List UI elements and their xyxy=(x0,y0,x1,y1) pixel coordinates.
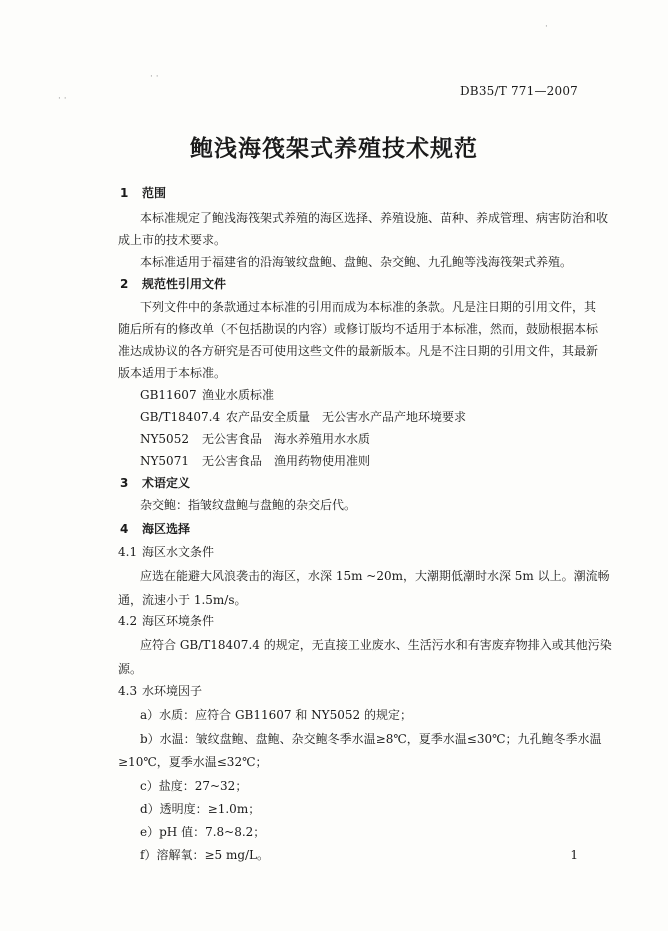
document-title: 鲍浅海筏架式养殖技术规范 xyxy=(190,136,478,162)
list-item: f）溶解氧：≥5 mg/L。 xyxy=(140,848,270,862)
paragraph-line: 通，流速小于 1.5m/s。 xyxy=(118,593,247,607)
list-item: d）透明度：≥1.0m； xyxy=(140,802,261,816)
paragraph-line: 源。 xyxy=(118,662,143,676)
section-4-heading: 4 海区选择 xyxy=(120,522,191,536)
scan-speck: · · xyxy=(58,94,67,104)
reference-item: GB11607 渔业水质标准 xyxy=(140,388,275,402)
reference-item: NY5071 无公害食品 渔用药物使用准则 xyxy=(140,454,371,468)
subsection-4-1-heading: 4.1 海区水文条件 xyxy=(118,545,215,559)
paragraph-line: 本标准适用于福建省的沿海皱纹盘鲍、盘鲍、杂交鲍、九孔鲍等浅海筏架式养殖。 xyxy=(140,255,573,269)
list-item: ≥10℃，夏季水温≤32℃； xyxy=(118,755,268,769)
list-item: e）pH 值：7.8~8.2； xyxy=(140,825,266,839)
paragraph-line: 下列文件中的条款通过本标准的引用而成为本标准的条款。凡是注日期的引用文件，其 xyxy=(140,300,597,314)
document-code: DB35/T 771—2007 xyxy=(459,84,578,98)
paragraph-line: 杂交鲍：指皱纹盘鲍与盘鲍的杂交后代。 xyxy=(140,498,357,512)
reference-item: GB/T18407.4 农产品安全质量 无公害水产品产地环境要求 xyxy=(140,410,467,424)
list-item: b）水温：皱纹盘鲍、盘鲍、杂交鲍冬季水温≥8℃，夏季水温≤30℃；九孔鲍冬季水温 xyxy=(140,732,602,746)
reference-item: NY5052 无公害食品 海水养殖用水水质 xyxy=(140,432,371,446)
paragraph-line: 随后所有的修改单（不包括勘误的内容）或修订版均不适用于本标准，然而，鼓励根据本标 xyxy=(118,322,599,336)
scan-speck: · · xyxy=(150,72,159,82)
page-number: 1 xyxy=(570,848,578,862)
paragraph-line: 版本适用于本标准。 xyxy=(118,366,227,380)
paragraph-line: 应选在能避大风浪袭击的海区，水深 15m ~20m，大潮期低潮时水深 5m 以上。潮流畅 xyxy=(140,569,610,583)
section-3-heading: 3 术语定义 xyxy=(120,476,191,490)
section-1-heading: 1 范围 xyxy=(120,186,167,200)
paragraph-line: 应符合 GB/T18407.4 的规定，无直接工业废水、生活污水和有害废弃物排入或其他污染 xyxy=(140,638,612,652)
list-item: a）水质：应符合 GB11607 和 NY5052 的规定； xyxy=(140,708,412,722)
scan-speck: · xyxy=(545,22,548,32)
paragraph-line: 准达成协议的各方研究是否可使用这些文件的最新版本。凡是不注日期的引用文件，其最新 xyxy=(118,344,599,358)
subsection-4-2-heading: 4.2 海区环境条件 xyxy=(118,614,215,628)
subsection-4-3-heading: 4.3 水环境因子 xyxy=(118,684,203,698)
list-item: c）盐度：27~32； xyxy=(140,779,248,793)
paragraph-line: 本标准规定了鲍浅海筏架式养殖的海区选择、养殖设施、苗种、养成管理、病害防治和收 xyxy=(140,211,609,225)
paragraph-line: 成上市的技术要求。 xyxy=(118,233,227,247)
section-2-heading: 2 规范性引用文件 xyxy=(120,277,227,291)
